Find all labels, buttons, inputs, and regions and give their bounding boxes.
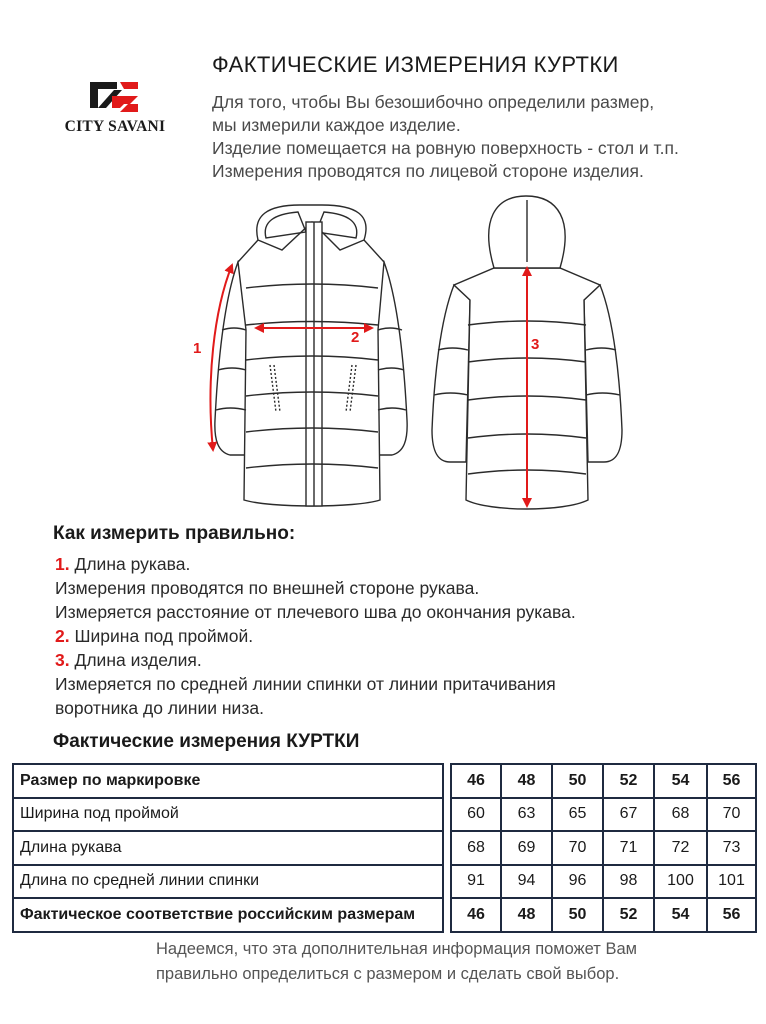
table-cell: 63 <box>501 798 552 832</box>
row-label: Ширина под проймой <box>13 798 443 832</box>
step-1 <box>55 554 190 575</box>
row-label: Длина рукава <box>13 831 443 865</box>
step-text: воротника до линии низа. <box>55 698 264 718</box>
page-title: ФАКТИЧЕСКИЕ ИЗМЕРЕНИЯ КУРТКИ <box>212 52 619 77</box>
intro-line: Для того, чтобы Вы безошибочно определили размер, <box>212 92 655 112</box>
table-gap <box>443 898 451 932</box>
row-label: Фактическое соответствие российским размерам <box>13 898 443 932</box>
step-text: Ширина под проймой. <box>74 626 254 646</box>
table-cell: 48 <box>501 898 552 932</box>
table-cell: 70 <box>552 831 603 865</box>
table-gap <box>443 764 451 798</box>
table-cell: 52 <box>603 764 654 798</box>
table-cell: 71 <box>603 831 654 865</box>
table-gap <box>443 798 451 832</box>
table-row <box>13 764 756 798</box>
table-cell: 69 <box>501 831 552 865</box>
step-number: 3. <box>55 650 70 670</box>
table-cell: 46 <box>451 898 501 932</box>
table-cell: 98 <box>603 865 654 899</box>
step-3 <box>55 650 202 671</box>
table-gap <box>443 831 451 865</box>
intro-line: мы измерили каждое изделие. <box>212 115 461 135</box>
table-cell: 54 <box>654 764 707 798</box>
table-gap <box>443 865 451 899</box>
step-text: Длина изделия. <box>74 650 202 670</box>
jacket-measurement-diagram <box>190 190 630 520</box>
table-cell: 67 <box>603 798 654 832</box>
row-label: Размер по маркировке <box>13 764 443 798</box>
table-cell: 73 <box>707 831 756 865</box>
table-cell: 56 <box>707 898 756 932</box>
table-cell: 101 <box>707 865 756 899</box>
measurement-label-2: 2 <box>351 329 360 346</box>
measurement-label-3: 3 <box>531 336 540 353</box>
table-row <box>13 831 756 865</box>
table-cell: 100 <box>654 865 707 899</box>
table-cell: 72 <box>654 831 707 865</box>
intro-line: Измерения проводятся по лицевой стороне изделия. <box>212 161 644 181</box>
step-2 <box>55 626 253 647</box>
table-cell: 50 <box>552 764 603 798</box>
table-cell: 65 <box>552 798 603 832</box>
howto-title: Как измерить правильно: <box>53 523 296 544</box>
step-text: Измеряется по средней линии спинки от линии притачивания <box>55 674 556 694</box>
step-text: Измеряется расстояние от плечевого шва до окончания рукава. <box>55 602 576 622</box>
jacket-front-icon <box>215 205 407 506</box>
table-cell: 52 <box>603 898 654 932</box>
step-number: 1. <box>55 554 70 574</box>
table-cell: 94 <box>501 865 552 899</box>
footer-note: правильно определиться с размером и сделать свой выбор. <box>156 965 620 983</box>
table-cell: 50 <box>552 898 603 932</box>
table-cell: 96 <box>552 865 603 899</box>
table-cell: 48 <box>501 764 552 798</box>
footer-note: Надеемся, что эта дополнительная информация поможет Вам <box>156 940 637 958</box>
step-text: Измерения проводятся по внешней стороне рукава. <box>55 578 480 598</box>
step-number: 2. <box>55 626 70 646</box>
measurement-label-1: 1 <box>193 340 202 357</box>
intro-line: Изделие помещается на ровную поверхность - стол и т.п. <box>212 138 679 158</box>
table-cell: 68 <box>451 831 501 865</box>
table-row <box>13 865 756 899</box>
table-cell: 91 <box>451 865 501 899</box>
table-row <box>13 798 756 832</box>
table-cell: 70 <box>707 798 756 832</box>
size-table <box>12 763 757 933</box>
row-label: Длина по средней линии спинки <box>13 865 443 899</box>
table-cell: 68 <box>654 798 707 832</box>
table-cell: 60 <box>451 798 501 832</box>
brand-name: CITY SAVANI <box>64 118 166 135</box>
table-cell: 46 <box>451 764 501 798</box>
table-row <box>13 898 756 932</box>
step-text: Длина рукава. <box>74 554 191 574</box>
table-cell: 54 <box>654 898 707 932</box>
table-cell: 56 <box>707 764 756 798</box>
table-title: Фактические измерения КУРТКИ <box>53 731 360 752</box>
